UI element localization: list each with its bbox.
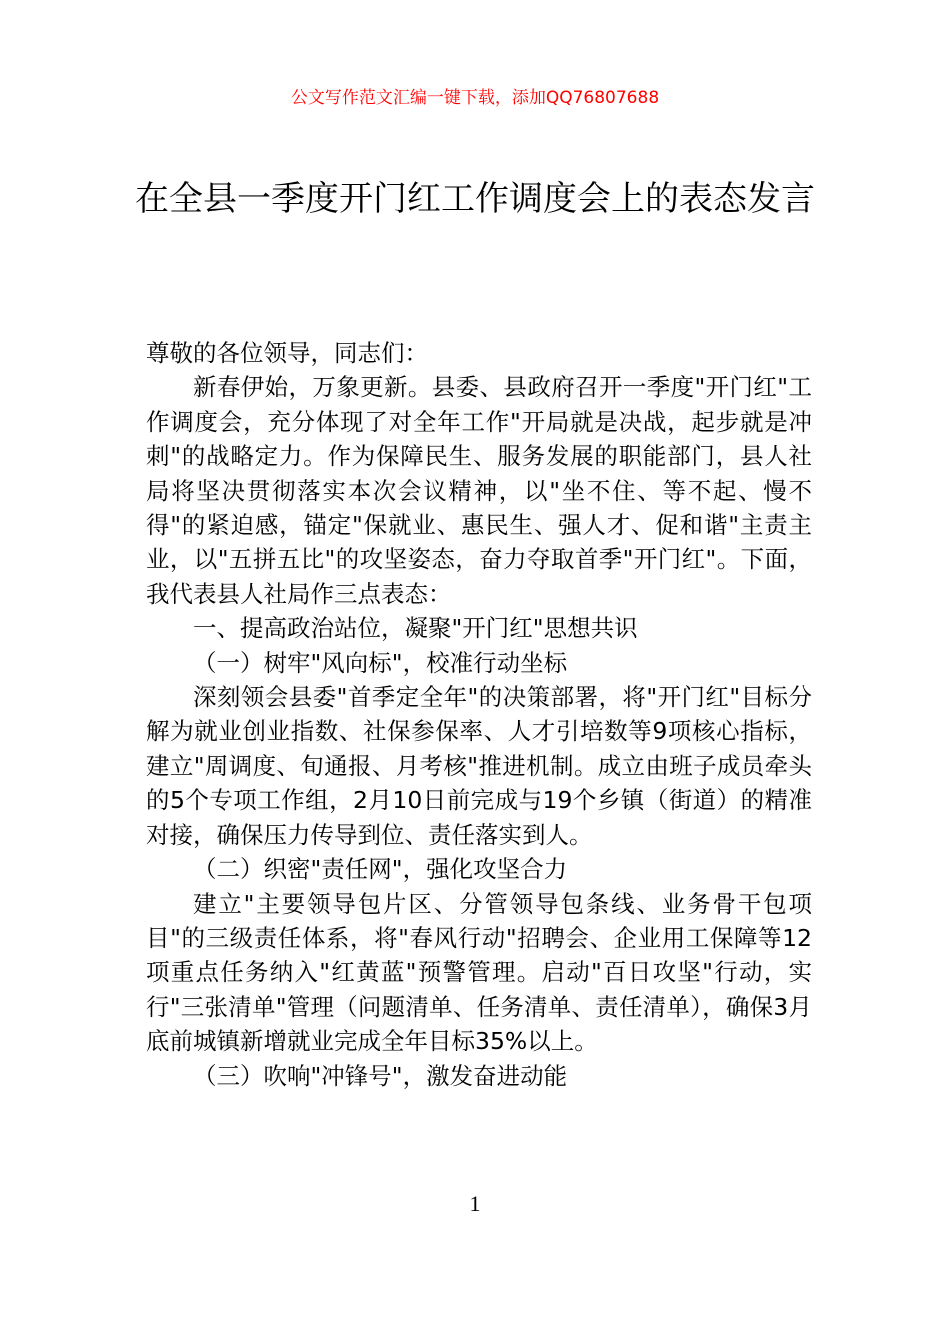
document-title: 在全县一季度开门红工作调度会上的表态发言 (135, 179, 815, 219)
intro-paragraph: 新春伊始，万象更新。县委、县政府召开一季度"开门红"工作调度会，充分体现了对全年工作"开局就是决战，起步就是冲刺"的战略定力。作为保障民生、服务发展的职能部门，县人社局将坚决贯彻落实本次会议精神，以"坐不住、等不起、慢不得"的紧迫感，锚定"保就业、惠民生、强人才、促和谐"主责主业，以"五拼五比"的攻坚姿态，奋力夺取首季"开门红"。下面，我代表县人社局作三点表态： (146, 373, 812, 608)
subsection-1-2-body: 建立"主要领导包片区、分管领导包条线、业务骨干包项目"的三级责任体系，将"春风行动"招聘会、企业用工保障等12项重点任务纳入"红黄蓝"预警管理。启动"百日攻坚"行动，实行"三张清单"管理（问题清单、任务清单、责任清单），确保3月底前城镇新增就业完成全年目标35%以上。 (146, 889, 812, 1056)
document-body (146, 336, 812, 1093)
subsection-1-1-heading: （一）树牢"风向标"，校准行动坐标 (193, 648, 568, 677)
subsection-1-2-heading: （二）织密"责任网"，强化攻坚合力 (193, 855, 568, 884)
subsection-1-3-heading: （三）吹响"冲锋号"，激发奋进动能 (193, 1061, 568, 1090)
subsection-1-1-body: 深刻领会县委"首季定全年"的决策部署，将"开门红"目标分解为就业创业指数、社保参保率、人才引培数等9项核心指标，建立"周调度、旬通报、月考核"推进机制。成立由班子成员牵头的5个专项工作组，2月10日前完成与19个乡镇（街道）的精准对接，确保压力传导到位、责任落实到人。 (146, 683, 812, 849)
page-number: 1 (469, 1191, 481, 1216)
salutation: 尊敬的各位领导，同志们： (146, 339, 428, 367)
section-1-heading: 一、提高政治站位，凝聚"开门红"思想共识 (193, 614, 638, 643)
header-promo-text: 公文写作范文汇编一键下载，添加QQ76807688 (290, 88, 660, 108)
